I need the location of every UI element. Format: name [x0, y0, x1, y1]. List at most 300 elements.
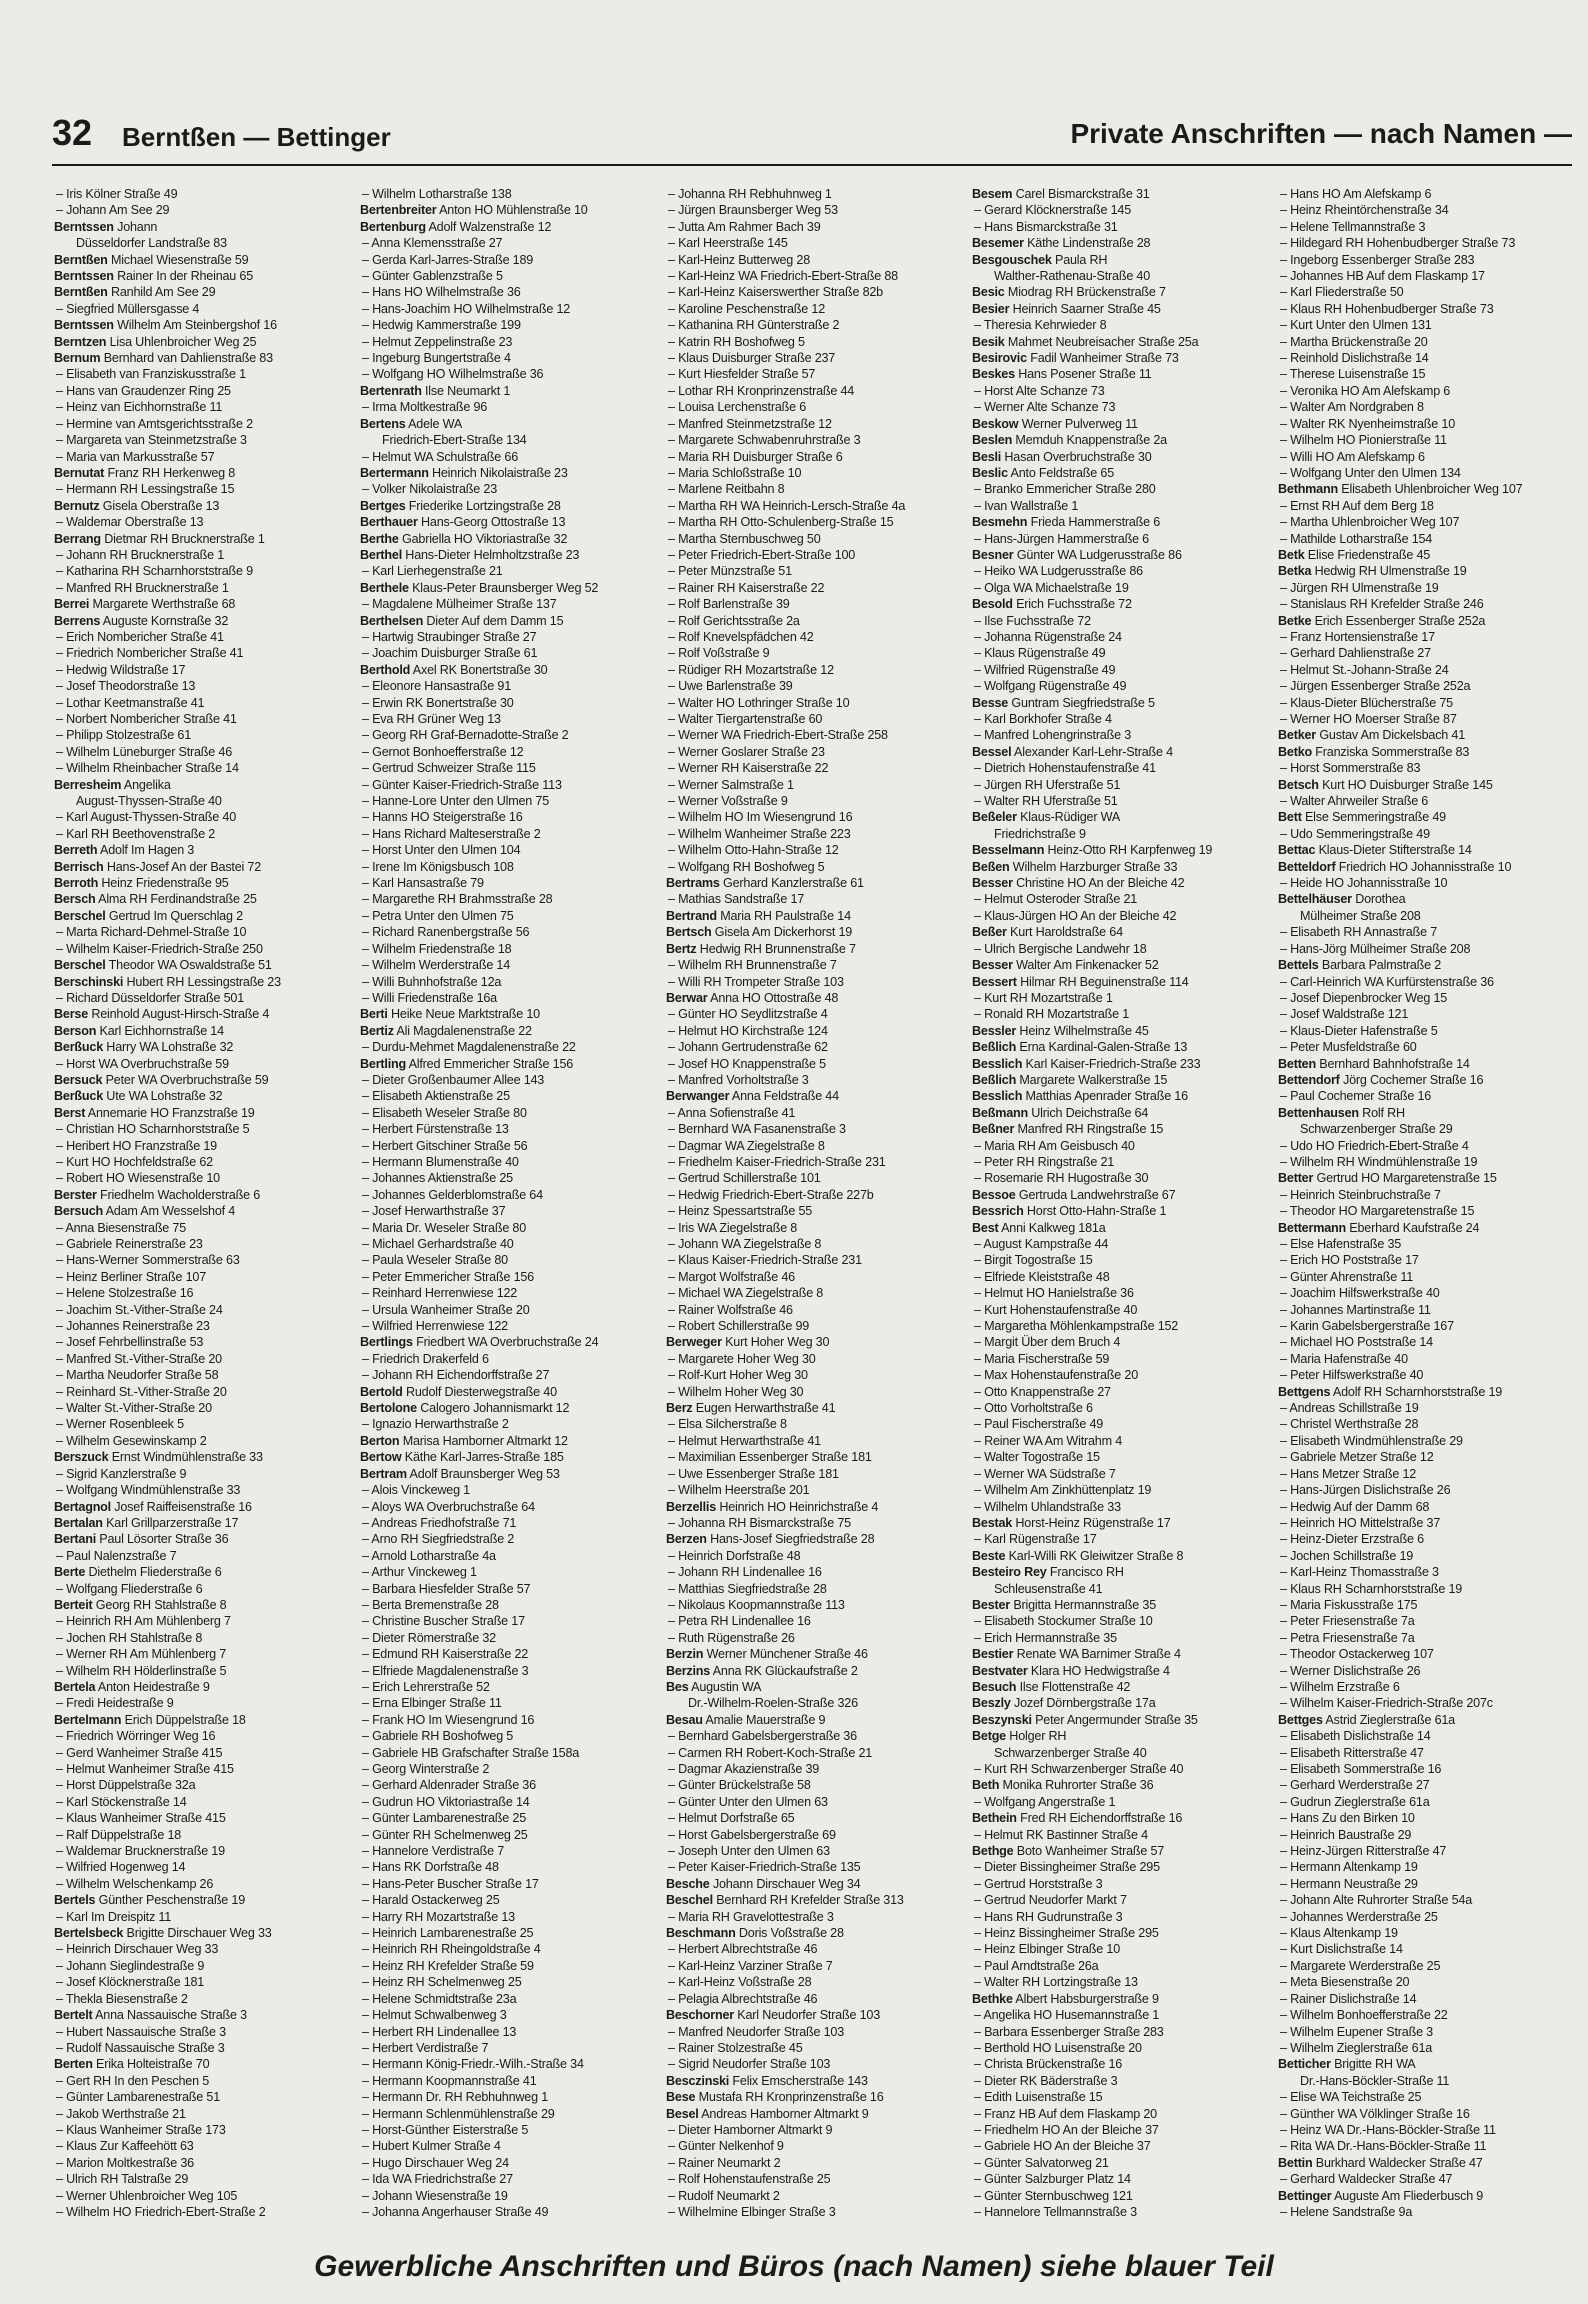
directory-entry — [54, 1712, 354, 1728]
surname: Bett — [1278, 810, 1302, 825]
directory-entry: – Siegfried Müllersgasse 4 — [56, 301, 200, 316]
directory-entry: – Dieter Großenbaumer Allee 143 — [362, 1072, 545, 1087]
directory-entry — [360, 1334, 660, 1350]
entry-details: Manfred RH Ringstraße 15 — [1014, 1122, 1164, 1137]
surname: Berntssen — [54, 318, 114, 333]
directory-entry: – Waldemar Oberstraße 13 — [56, 515, 204, 530]
directory-entry: – Werner Goslarer Straße 23 — [668, 744, 825, 759]
directory-entry: – Gerhard Aldenrader Straße 36 — [362, 1778, 536, 1793]
directory-entry — [54, 284, 354, 300]
surname: Berti — [360, 1007, 388, 1022]
directory-entry: – Theodor Ostackerweg 107 — [1280, 1647, 1434, 1662]
directory-entry: – Meta Biesenstraße 20 — [1280, 1975, 1410, 1990]
surname: Bessler — [972, 1023, 1017, 1038]
surname: Berntzen — [54, 334, 107, 349]
directory-entry: – Manfred RH Brucknerstraße 1 — [56, 580, 229, 595]
directory-entry: – Manfred Vorholtstraße 3 — [668, 1072, 809, 1087]
directory-entry — [360, 662, 660, 678]
entry-details: Margarete Werthstraße 68 — [89, 597, 236, 612]
directory-entry: – Wilhelm Hoher Weg 30 — [668, 1384, 804, 1399]
entry-details: Karl-Willi RK Gleiwitzer Straße 8 — [1005, 1548, 1184, 1563]
entry-details: Rolf RH — [1358, 1105, 1405, 1120]
directory-entry: – Maria RH Duisburger Straße 6 — [668, 449, 843, 464]
directory-entry — [972, 1220, 1272, 1236]
directory-entry — [360, 1056, 660, 1072]
entry-details: Walter Am Finkenacker 52 — [1012, 958, 1159, 973]
entry-details: Hans-Josef An der Bastei 72 — [103, 859, 262, 874]
directory-entry: – Jochen RH Stahlstraße 8 — [56, 1630, 203, 1645]
directory-entry: – Elisabeth Weseler Straße 80 — [362, 1105, 527, 1120]
directory-entry: – Wilhelm Erzstraße 6 — [1280, 1679, 1400, 1694]
surname: Berrens — [54, 613, 101, 628]
directory-entry: – Uwe Barlenstraße 39 — [668, 679, 793, 694]
directory-entry — [972, 1777, 1272, 1793]
directory-entry: – Klaus Wanheimer Straße 173 — [56, 2122, 226, 2137]
directory-entry: – Harry RH Mozartstraße 13 — [362, 1909, 515, 1924]
directory-entry — [54, 1531, 354, 1547]
directory-entry: – Wilfried Herrenwiese 122 — [362, 1319, 508, 1334]
directory-entry: – Gernot Bonhoefferstraße 12 — [362, 744, 524, 759]
entry-details: Peter Angermunder Straße 35 — [1031, 1712, 1198, 1727]
directory-entry: – Rainer Wolfstraße 46 — [668, 1302, 793, 1317]
directory-entry: – Wilhelm Kaiser-Friedrich-Straße 207c — [1280, 1696, 1493, 1711]
directory-entry: – Erich Lehrerstraße 52 — [362, 1679, 490, 1694]
directory-entry: – Gertrud Schweizer Straße 115 — [362, 761, 536, 776]
directory-entry: – Martha Brückenstraße 20 — [1280, 334, 1428, 349]
entry-details: Monika Ruhrorter Straße 36 — [999, 1778, 1154, 1793]
directory-entry: – Wilhelm Am Zinkhüttenplatz 19 — [974, 1483, 1152, 1498]
directory-entry: – Otto Vorholtstraße 6 — [974, 1401, 1093, 1416]
directory-entry: – Rudolf Nassauische Straße 3 — [56, 2040, 225, 2055]
directory-entry: – Peter Friedrich-Ebert-Straße 100 — [668, 547, 856, 562]
directory-entry: – Margarethe RH Brahmsstraße 28 — [362, 892, 553, 907]
directory-entry: – Robert Schillerstraße 99 — [668, 1319, 810, 1334]
directory-entry — [972, 1121, 1272, 1137]
directory-entry: – Marlene Reitbahn 8 — [668, 482, 785, 497]
directory-entry: – Klaus Kaiser-Friedrich-Straße 231 — [668, 1253, 862, 1268]
directory-entry: – Paul Cochemer Straße 16 — [1280, 1089, 1432, 1104]
surname: Beszynski — [972, 1712, 1032, 1727]
entry-details: Werner Pulverweg 11 — [1018, 416, 1138, 431]
directory-entry: – Lothar Keetmanstraße 41 — [56, 695, 205, 710]
entry-details: Mustafa RH Kronprinzenstraße 16 — [695, 2090, 884, 2105]
directory-entry — [972, 186, 1272, 202]
directory-entry — [54, 1088, 354, 1104]
directory-entry — [972, 514, 1272, 530]
directory-entry: – Josef Herwarthstraße 37 — [362, 1204, 506, 1219]
directory-entry: – Herbert Albrechtstraße 46 — [668, 1942, 818, 1957]
directory-entry: – Theodor HO Margaretenstraße 15 — [1280, 1204, 1475, 1219]
surname: Bernum — [54, 351, 101, 366]
surname: Bethmann — [1278, 482, 1338, 497]
directory-entry: – Peter Hilfswerkstraße 40 — [1280, 1368, 1424, 1383]
directory-entry — [360, 1006, 660, 1022]
entry-details: Georg RH Stahlstraße 8 — [92, 1597, 227, 1612]
column-4 — [972, 186, 1272, 2250]
surname: Bertelmann — [54, 1712, 122, 1727]
entry-details: Adolf Im Hagen 3 — [97, 843, 195, 858]
directory-entry: – Heinz-Dieter Erzstraße 6 — [1280, 1532, 1424, 1547]
directory-entry: – Gertrud Horststraße 3 — [974, 1876, 1103, 1891]
directory-entry — [360, 1384, 660, 1400]
directory-entry: – Hans-Jörg Mülheimer Straße 208 — [1280, 941, 1471, 956]
surname: Berntssen — [54, 219, 114, 234]
directory-entry — [972, 957, 1272, 973]
directory-entry: – Elisabeth Dislichstraße 14 — [1280, 1729, 1431, 1744]
directory-entry: – Karl Rügenstraße 17 — [974, 1532, 1097, 1547]
directory-entry: – Georg Winterstraße 2 — [362, 1762, 490, 1776]
entry-details: Heinz-Otto RH Karpfenweg 19 — [1044, 843, 1213, 858]
directory-entry: – Andreas Schillstraße 19 — [1280, 1401, 1419, 1416]
surname: Berreth — [54, 843, 98, 858]
surname: Berster — [54, 1187, 97, 1202]
directory-entry: – Jakob Werthstraße 21 — [56, 2106, 186, 2121]
directory-entry: – Klaus-Dieter Blücherstraße 75 — [1280, 695, 1453, 710]
directory-entry — [54, 252, 354, 268]
directory-entry — [972, 1712, 1272, 1728]
entry-details: Amalie Mauerstraße 9 — [702, 1712, 826, 1727]
entry-details: Karl Neudorfer Straße 103 — [734, 2008, 880, 2023]
entry-details: Bernhard van Dahlienstraße 83 — [100, 351, 273, 366]
directory-entry: – Petra RH Lindenallee 16 — [668, 1614, 811, 1629]
directory-entry: – Walter RH Lortzingstraße 13 — [974, 1975, 1138, 1990]
surname: Beschel — [666, 1893, 713, 1908]
directory-entry: – Werner HO Moerser Straße 87 — [1280, 712, 1457, 726]
entry-details: Dorothea — [1351, 892, 1406, 907]
directory-entry: – Helmut Osteroder Straße 21 — [974, 892, 1138, 907]
directory-entry: – Maria Dr. Weseler Straße 80 — [362, 1220, 527, 1235]
directory-entry — [54, 1515, 354, 1531]
entry-details: Günther Peschenstraße 19 — [95, 1893, 246, 1908]
column-3 — [666, 186, 966, 2250]
entry-details: Brigitte RH WA — [1330, 2057, 1416, 2072]
directory-entry: – Margaretha Möhlenkampstraße 152 — [974, 1319, 1179, 1334]
surname: Berz — [666, 1401, 693, 1416]
directory-entry: – Johann Gertrudenstraße 62 — [668, 1040, 828, 1055]
directory-entry: – Arnold Lotharstraße 4a — [362, 1548, 496, 1563]
surname: Beste — [972, 1548, 1006, 1563]
directory-entry: – Martha Uhlenbroicher Weg 107 — [1280, 515, 1460, 530]
surname: Besel — [666, 2106, 699, 2121]
entry-details: Kurt Haroldstraße 64 — [1006, 925, 1123, 940]
directory-entry: – Werner Salmstraße 1 — [668, 777, 794, 792]
directory-entry: – Karl-Heinz Varziner Straße 7 — [668, 1958, 833, 1973]
directory-entry — [972, 1023, 1272, 1039]
directory-entry: – Johannes Gelderblomstraße 64 — [362, 1187, 543, 1202]
entry-details: Holger RH — [1006, 1729, 1067, 1744]
directory-entry — [666, 1925, 966, 1941]
entry-details: Heike Neue Marktstraße 10 — [387, 1007, 540, 1022]
directory-entry — [360, 547, 660, 563]
directory-entry: – Kurt Hohenstaufenstraße 40 — [974, 1302, 1138, 1317]
entry-details: Ulrich Deichstraße 64 — [1027, 1105, 1149, 1120]
directory-entry: – Margarete Werderstraße 25 — [1280, 1958, 1441, 1973]
entry-details: Karl Grillparzerstraße 17 — [102, 1515, 239, 1530]
directory-entry: – Klaus RH Hohenbudberger Straße 73 — [1280, 301, 1494, 316]
entry-details: Boto Wanheimer Straße 57 — [1013, 1844, 1165, 1859]
directory-entry: – Hermann Altenkamp 19 — [1280, 1860, 1418, 1875]
surname: Beszly — [972, 1696, 1011, 1711]
surname: Berntssen — [54, 269, 114, 284]
directory-entry: – Günter Sternbuschweg 121 — [974, 2188, 1133, 2203]
directory-entry — [666, 924, 966, 940]
surname: Besik — [972, 334, 1005, 349]
surname: Bertani — [54, 1532, 96, 1547]
directory-entry: – Barbara Hiesfelder Straße 57 — [362, 1581, 531, 1596]
directory-entry — [54, 1449, 354, 1465]
directory-entry — [1278, 957, 1578, 973]
directory-entry: – Ingeburg Bungertstraße 4 — [362, 351, 511, 366]
surname: Bertens — [360, 416, 406, 431]
entry-details: Barbara Palmstraße 2 — [1318, 958, 1442, 973]
surname: Bethein — [972, 1811, 1017, 1826]
directory-entry: – Katrin RH Boshofweg 5 — [668, 334, 805, 349]
directory-entry — [360, 219, 660, 235]
directory-entry — [360, 580, 660, 596]
directory-entry: – Edmund RH Kaiserstraße 22 — [362, 1647, 529, 1662]
entry-details: Gertruda Landwehrstraße 67 — [1015, 1187, 1176, 1202]
directory-entry: – Hans-Jürgen Dislichstraße 26 — [1280, 1483, 1451, 1498]
surname: Berszuck — [54, 1450, 109, 1465]
entry-details: Hans-Georg Ottostraße 13 — [417, 515, 566, 530]
surname: Berrang — [54, 531, 101, 546]
surname: Berthauer — [360, 515, 418, 530]
surname: Bettenhausen — [1278, 1105, 1359, 1120]
directory-entry: – Wilhelm Bonhoefferstraße 22 — [1280, 2008, 1448, 2023]
directory-entry — [54, 1187, 354, 1203]
directory-entry — [972, 1663, 1272, 1679]
directory-entry: – Sigrid Kanzlerstraße 9 — [56, 1466, 187, 1481]
directory-entry — [666, 1712, 966, 1728]
directory-entry: – Friedrich Wörringer Weg 16 — [56, 1729, 216, 1744]
directory-entry: – Horst Sommerstraße 83 — [1280, 761, 1421, 776]
directory-entry: – Herbert RH Lindenallee 13 — [362, 2024, 517, 2039]
directory-entry: – Hermann Dr. RH Rebhuhnweg 1 — [362, 2090, 549, 2105]
surname: Bertels — [54, 1893, 96, 1908]
directory-entry: – Dieter RK Bäderstraße 3 — [974, 2073, 1118, 2088]
directory-entry: – Rolf Voßstraße 9 — [668, 646, 770, 661]
directory-entry — [54, 1499, 354, 1515]
directory-entry — [972, 974, 1272, 990]
directory-entry — [972, 1810, 1272, 1826]
directory-entry — [666, 941, 966, 957]
directory-entry: – Hermann RH Lessingstraße 15 — [56, 482, 235, 497]
entry-details: Günter WA Ludgerusstraße 86 — [1013, 547, 1182, 562]
directory-entry — [54, 350, 354, 366]
directory-entry: – Wilhelm Gesewinskamp 2 — [56, 1433, 207, 1448]
directory-entry: – Gert RH In den Peschen 5 — [56, 2073, 210, 2088]
directory-entry: – Wilhelm Otto-Hahn-Straße 12 — [668, 843, 839, 858]
directory-entry — [972, 1679, 1272, 1695]
directory-entry: – Dietrich Hohenstaufenstraße 41 — [974, 761, 1156, 776]
surname: Besemer — [972, 236, 1024, 251]
surname: Berse — [54, 1007, 89, 1022]
surname: Berten — [54, 2057, 93, 2072]
directory-entry: – Jürgen Braunsberger Weg 53 — [668, 203, 838, 218]
directory-entry: – Mathilde Lotharstraße 154 — [1280, 531, 1433, 546]
directory-entry: – Angelika HO Husemannstraße 1 — [974, 2008, 1160, 2023]
directory-entry: – Sigrid Neudorfer Straße 103 — [668, 2057, 831, 2072]
directory-entry — [1278, 1220, 1578, 1236]
directory-entry — [972, 284, 1272, 300]
entry-details: Horst Otto-Hahn-Straße 1 — [1023, 1204, 1167, 1219]
entry-details: Andreas Hamborner Altmarkt 9 — [698, 2106, 869, 2121]
directory-entry — [54, 1925, 354, 1941]
directory-entry — [54, 974, 354, 990]
entry-details: Alexander Karl-Lehr-Straße 4 — [1011, 744, 1173, 759]
directory-entry: – Edith Luisenstraße 15 — [974, 2090, 1103, 2105]
entry-details: Theodor WA Oswaldstraße 51 — [105, 958, 272, 973]
section-title: Private Anschriften — nach Namen — — [1070, 118, 1572, 149]
directory-entry: – Friedhelm HO An der Bleiche 37 — [974, 2122, 1159, 2137]
entry-details: Eugen Herwarthstraße 41 — [692, 1401, 836, 1416]
directory-entry: – Johannes HB Auf dem Flaskamp 17 — [1280, 269, 1485, 284]
directory-entry: – Veronika HO Am Alefskamp 6 — [1280, 383, 1451, 398]
directory-entry: – Otto Knappenstraße 27 — [974, 1384, 1111, 1399]
surname: Berwar — [666, 990, 708, 1005]
surname: Berwanger — [666, 1089, 730, 1104]
directory-entry — [54, 1006, 354, 1022]
directory-entry — [972, 1203, 1272, 1219]
entry-details: Adolf RH Scharnhorststraße 19 — [1330, 1384, 1503, 1399]
entry-details: Lisa Uhlenbroicher Weg 25 — [106, 334, 257, 349]
directory-entry: – Gerhard Waldecker Straße 47 — [1280, 2172, 1453, 2187]
directory-entry: – Wolfgang Rügenstraße 49 — [974, 679, 1127, 694]
directory-entry: – Josef HO Knappenstraße 5 — [668, 1056, 826, 1071]
surname: Berntßen — [54, 285, 108, 300]
directory-entry — [972, 1039, 1272, 1055]
surname: Berzen — [666, 1532, 707, 1547]
directory-entry: – Helmut Herwarthstraße 41 — [668, 1433, 821, 1448]
directory-entry: – Ursula Wanheimer Straße 20 — [362, 1302, 530, 1317]
directory-entry: – Rainer Neumarkt 2 — [668, 2155, 781, 2170]
directory-entry: – Karin Gabelsbergerstraße 167 — [1280, 1319, 1454, 1334]
directory-entry: – Heinrich Steinbruchstraße 7 — [1280, 1187, 1441, 1202]
directory-entry — [972, 875, 1272, 891]
page-header — [52, 112, 1572, 166]
entry-details: Fadil Wanheimer Straße 73 — [1026, 351, 1179, 366]
surname: Betke — [1278, 613, 1312, 628]
directory-entry — [360, 1023, 660, 1039]
surname: Betge — [972, 1729, 1006, 1744]
directory-entry — [360, 202, 660, 218]
directory-entry: – Maria RH Gravelottestraße 3 — [668, 1909, 834, 1924]
directory-entry: – Dieter Bissingheimer Straße 295 — [974, 1860, 1160, 1875]
directory-entry: – Friedrich Drakerfeld 6 — [362, 1351, 489, 1366]
directory-entry: – Werner WA Friedrich-Ebert-Straße 258 — [668, 728, 888, 743]
directory-entry: – Klaus Altenkamp 19 — [1280, 1926, 1398, 1941]
directory-entry — [54, 465, 354, 481]
directory-entry: – Olga WA Michaelstraße 19 — [974, 580, 1129, 595]
directory-entry: – Erich Nombericher Straße 41 — [56, 629, 224, 644]
surname: Besuch — [972, 1679, 1017, 1694]
directory-entry: – Dagmar Akazienstraße 39 — [668, 1762, 820, 1776]
directory-entry — [666, 1400, 966, 1416]
directory-entry: – Wolfgang Unter den Ulmen 134 — [1280, 465, 1461, 480]
surname: Berthelsen — [360, 613, 424, 628]
surname: Beschmann — [666, 1926, 736, 1941]
surname: Besier — [972, 301, 1010, 316]
directory-entry: – Werner Voßstraße 9 — [668, 794, 788, 809]
directory-entry: – Werner RH Kaiserstraße 22 — [668, 761, 829, 776]
directory-entry — [1278, 1105, 1578, 1121]
surname: Berrisch — [54, 859, 104, 874]
entry-details: Diethelm Fliederstraße 6 — [85, 1565, 222, 1580]
directory-entry — [54, 859, 354, 875]
directory-entry — [54, 531, 354, 547]
directory-entry: – Klaus-Dieter Hafenstraße 5 — [1280, 1023, 1438, 1038]
directory-entry: – Josef Waldstraße 121 — [1280, 1007, 1409, 1022]
directory-entry: – Hans Zu den Birken 10 — [1280, 1811, 1415, 1826]
surname: Berschinski — [54, 974, 124, 989]
directory-entry — [666, 1876, 966, 1892]
directory-entry: – Ivan Wallstraße 1 — [974, 498, 1079, 513]
directory-entry: – Irene Im Königsbusch 108 — [362, 859, 514, 874]
directory-entry: – Hubert Nassauische Straße 3 — [56, 2024, 226, 2039]
directory-entry: – Margarete Hoher Weg 30 — [668, 1351, 816, 1366]
directory-entry — [972, 547, 1272, 563]
entry-details: Heinrich HO Heinrichstraße 4 — [716, 1499, 879, 1514]
directory-entry: – Wilhelm Friedenstraße 18 — [362, 941, 512, 956]
directory-entry: – Udo HO Friedrich-Ebert-Straße 4 — [1280, 1138, 1469, 1153]
directory-entry: – Johanna RH Rebhuhnweg 1 — [668, 187, 832, 201]
surname: Besold — [972, 597, 1013, 612]
directory-entry: – Wilhelm Heerstraße 201 — [668, 1483, 810, 1498]
entry-details: Kurt HO Duisburger Straße 145 — [1318, 777, 1493, 792]
entry-details: Bernhard Bahnhofstraße 14 — [1315, 1056, 1470, 1071]
directory-entry: – Heiko WA Ludgerusstraße 86 — [974, 564, 1143, 579]
surname: Bersch — [54, 892, 96, 907]
directory-entry: Mülheimer Straße 208 — [1300, 908, 1421, 923]
directory-entry — [972, 842, 1272, 858]
surname: Bertiz — [360, 1023, 394, 1038]
surname: Bessert — [972, 974, 1017, 989]
directory-entry: – Barbara Essenberger Straße 283 — [974, 2024, 1164, 2039]
directory-entry: – Heinz-Jürgen Ritterstraße 47 — [1280, 1844, 1447, 1859]
directory-entry: – Arthur Vinckeweg 1 — [362, 1565, 477, 1580]
directory-entry: – Walter Tiergartenstraße 60 — [668, 712, 823, 726]
directory-entry: – Hedwig Auf der Damm 68 — [1280, 1499, 1430, 1514]
entry-details: Eberhard Kaufstraße 24 — [1345, 1220, 1480, 1235]
surname: Bettges — [1278, 1712, 1323, 1727]
directory-entry: – Berta Bremenstraße 28 — [362, 1597, 499, 1612]
entry-details: Gabriella HO Viktoriastraße 32 — [398, 531, 568, 546]
directory-entry: Friedrich-Ebert-Straße 134 — [382, 433, 527, 448]
entry-details: Astrid Zieglerstraße 61a — [1322, 1712, 1455, 1727]
directory-entry: – Günter Lambarenestraße 51 — [56, 2090, 221, 2105]
directory-entry: – Thekla Biesenstraße 2 — [56, 1991, 188, 2006]
directory-entry — [54, 268, 354, 284]
directory-entry: – Klaus-Jürgen HO An der Bleiche 42 — [974, 908, 1177, 923]
entry-details: Axel RK Bonertstraße 30 — [410, 662, 548, 677]
directory-entry: – Franz Hortensienstraße 17 — [1280, 629, 1435, 644]
directory-entry: – Hans RH Gudrunstraße 3 — [974, 1909, 1123, 1924]
surname: Berthe — [360, 531, 399, 546]
directory-entry: – Klaus Wanheimer Straße 415 — [56, 1811, 226, 1826]
directory-entry: – Karl-Heinz Butterweg 28 — [668, 252, 810, 267]
directory-entry: Friedrichstraße 9 — [994, 826, 1086, 841]
surname: Bertsch — [666, 925, 712, 940]
surname: Besgouschek — [972, 252, 1052, 267]
directory-entry: – Aloys WA Overbruchstraße 64 — [362, 1499, 535, 1514]
directory-entry: – Hermine van Amtsgerichtsstraße 2 — [56, 416, 253, 431]
directory-entry: – Kathanina RH Günterstraße 2 — [668, 318, 840, 333]
directory-entry: – Andreas Friedhofstraße 71 — [362, 1515, 517, 1530]
directory-entry: – Helmut Zeppelinstraße 23 — [362, 334, 513, 349]
surname: Bernutz — [54, 498, 100, 513]
directory-entry: – Elsa Silcherstraße 8 — [668, 1417, 787, 1432]
directory-entry: – Jürgen RH Uferstraße 51 — [974, 777, 1121, 792]
